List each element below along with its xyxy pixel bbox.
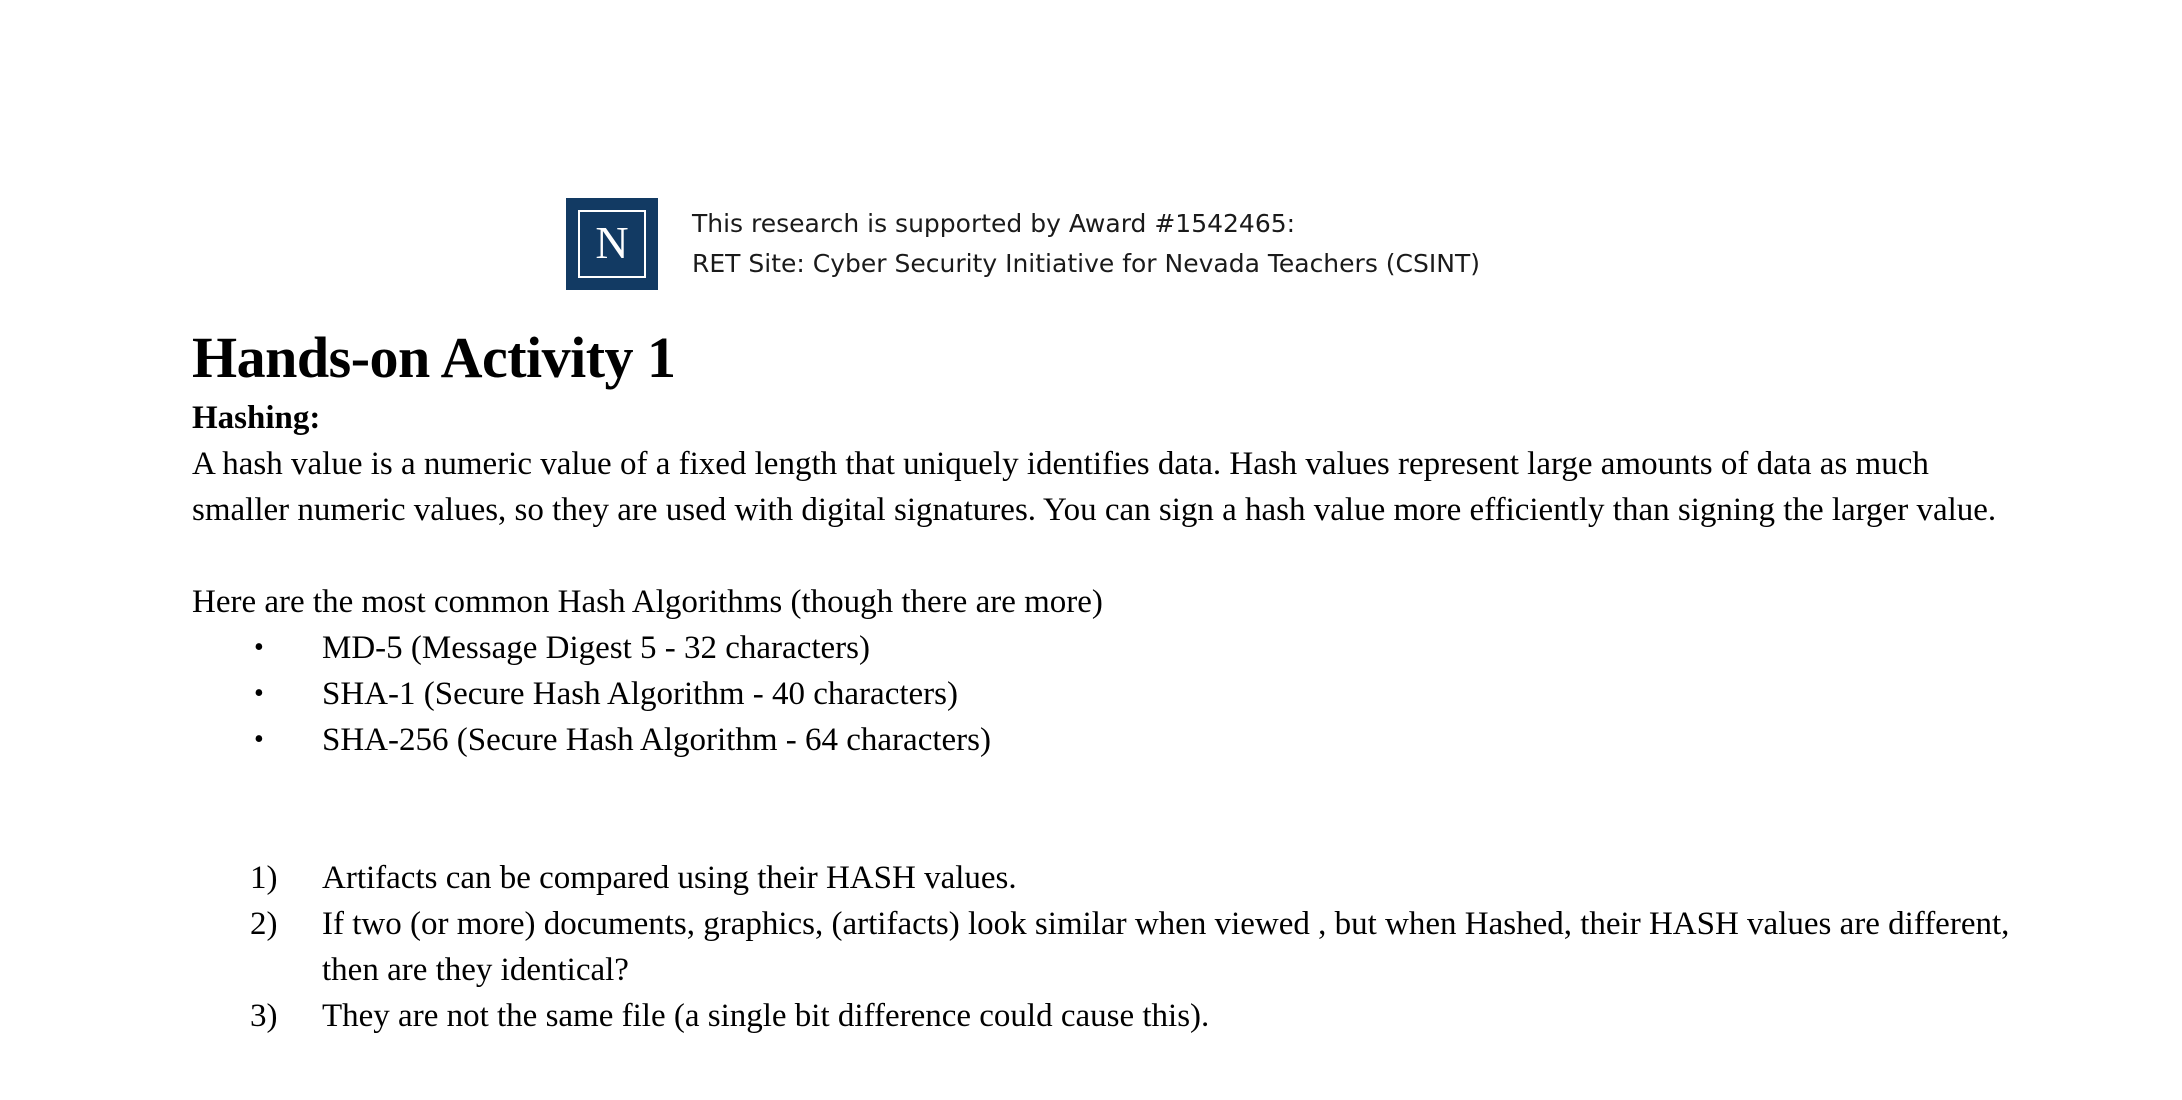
funding-line-2: RET Site: Cyber Security Initiative for Nevada Teachers (CSINT) (692, 249, 1480, 278)
hash-algorithms-list (192, 625, 2012, 763)
document-body (192, 325, 2012, 1039)
list-item-label: They are not the same file (a single bit difference could cause this). (322, 998, 1210, 1034)
list-item-label: SHA-1 (Secure Hash Algorithm - 40 characters) (322, 676, 958, 712)
algorithms-lead-in: Here are the most common Hash Algorithms (though there are more) (192, 584, 1103, 620)
bullet-icon: • (254, 632, 264, 663)
table-row (192, 993, 2012, 1039)
svg-text:N: N (595, 217, 629, 268)
list-item-label: MD-5 (Message Digest 5 - 32 characters) (322, 630, 870, 666)
list-number: 1) (250, 860, 278, 896)
section-subheading: Hashing: (192, 400, 321, 436)
list-item (192, 717, 2012, 763)
list-item (192, 625, 2012, 671)
list-spacer (192, 763, 2012, 855)
page-title: Hands-on Activity 1 (192, 325, 676, 390)
statements-list (192, 855, 2012, 1039)
table-row (192, 855, 2012, 901)
bullet-icon: • (254, 678, 264, 709)
funding-line-1: This research is supported by Award #1542465: (692, 209, 1296, 238)
funding-banner (566, 198, 1480, 290)
intro-paragraph: A hash value is a numeric value of a fixed length that uniquely identifies data. Hash values represent large amounts of data as much smaller numeric values, so they are used with digital signatures. You can sign a hash value more efficiently than signing the larger value. (192, 446, 1997, 528)
list-number: 3) (250, 998, 278, 1034)
bullet-icon: • (254, 724, 264, 755)
list-number: 2) (250, 906, 278, 942)
list-item-label: SHA-256 (Secure Hash Algorithm - 64 characters) (322, 722, 991, 758)
list-item (192, 671, 2012, 717)
paragraph-spacer (192, 533, 2012, 579)
table-row (192, 901, 2012, 993)
funding-text (692, 198, 1480, 284)
list-item-label: Artifacts can be compared using their HASH values. (322, 860, 1017, 896)
list-item-label: If two (or more) documents, graphics, (artifacts) look similar when viewed , but when Hashed, their HASH values are different, then are they identical? (322, 906, 2010, 988)
university-of-nevada-logo (566, 198, 658, 290)
